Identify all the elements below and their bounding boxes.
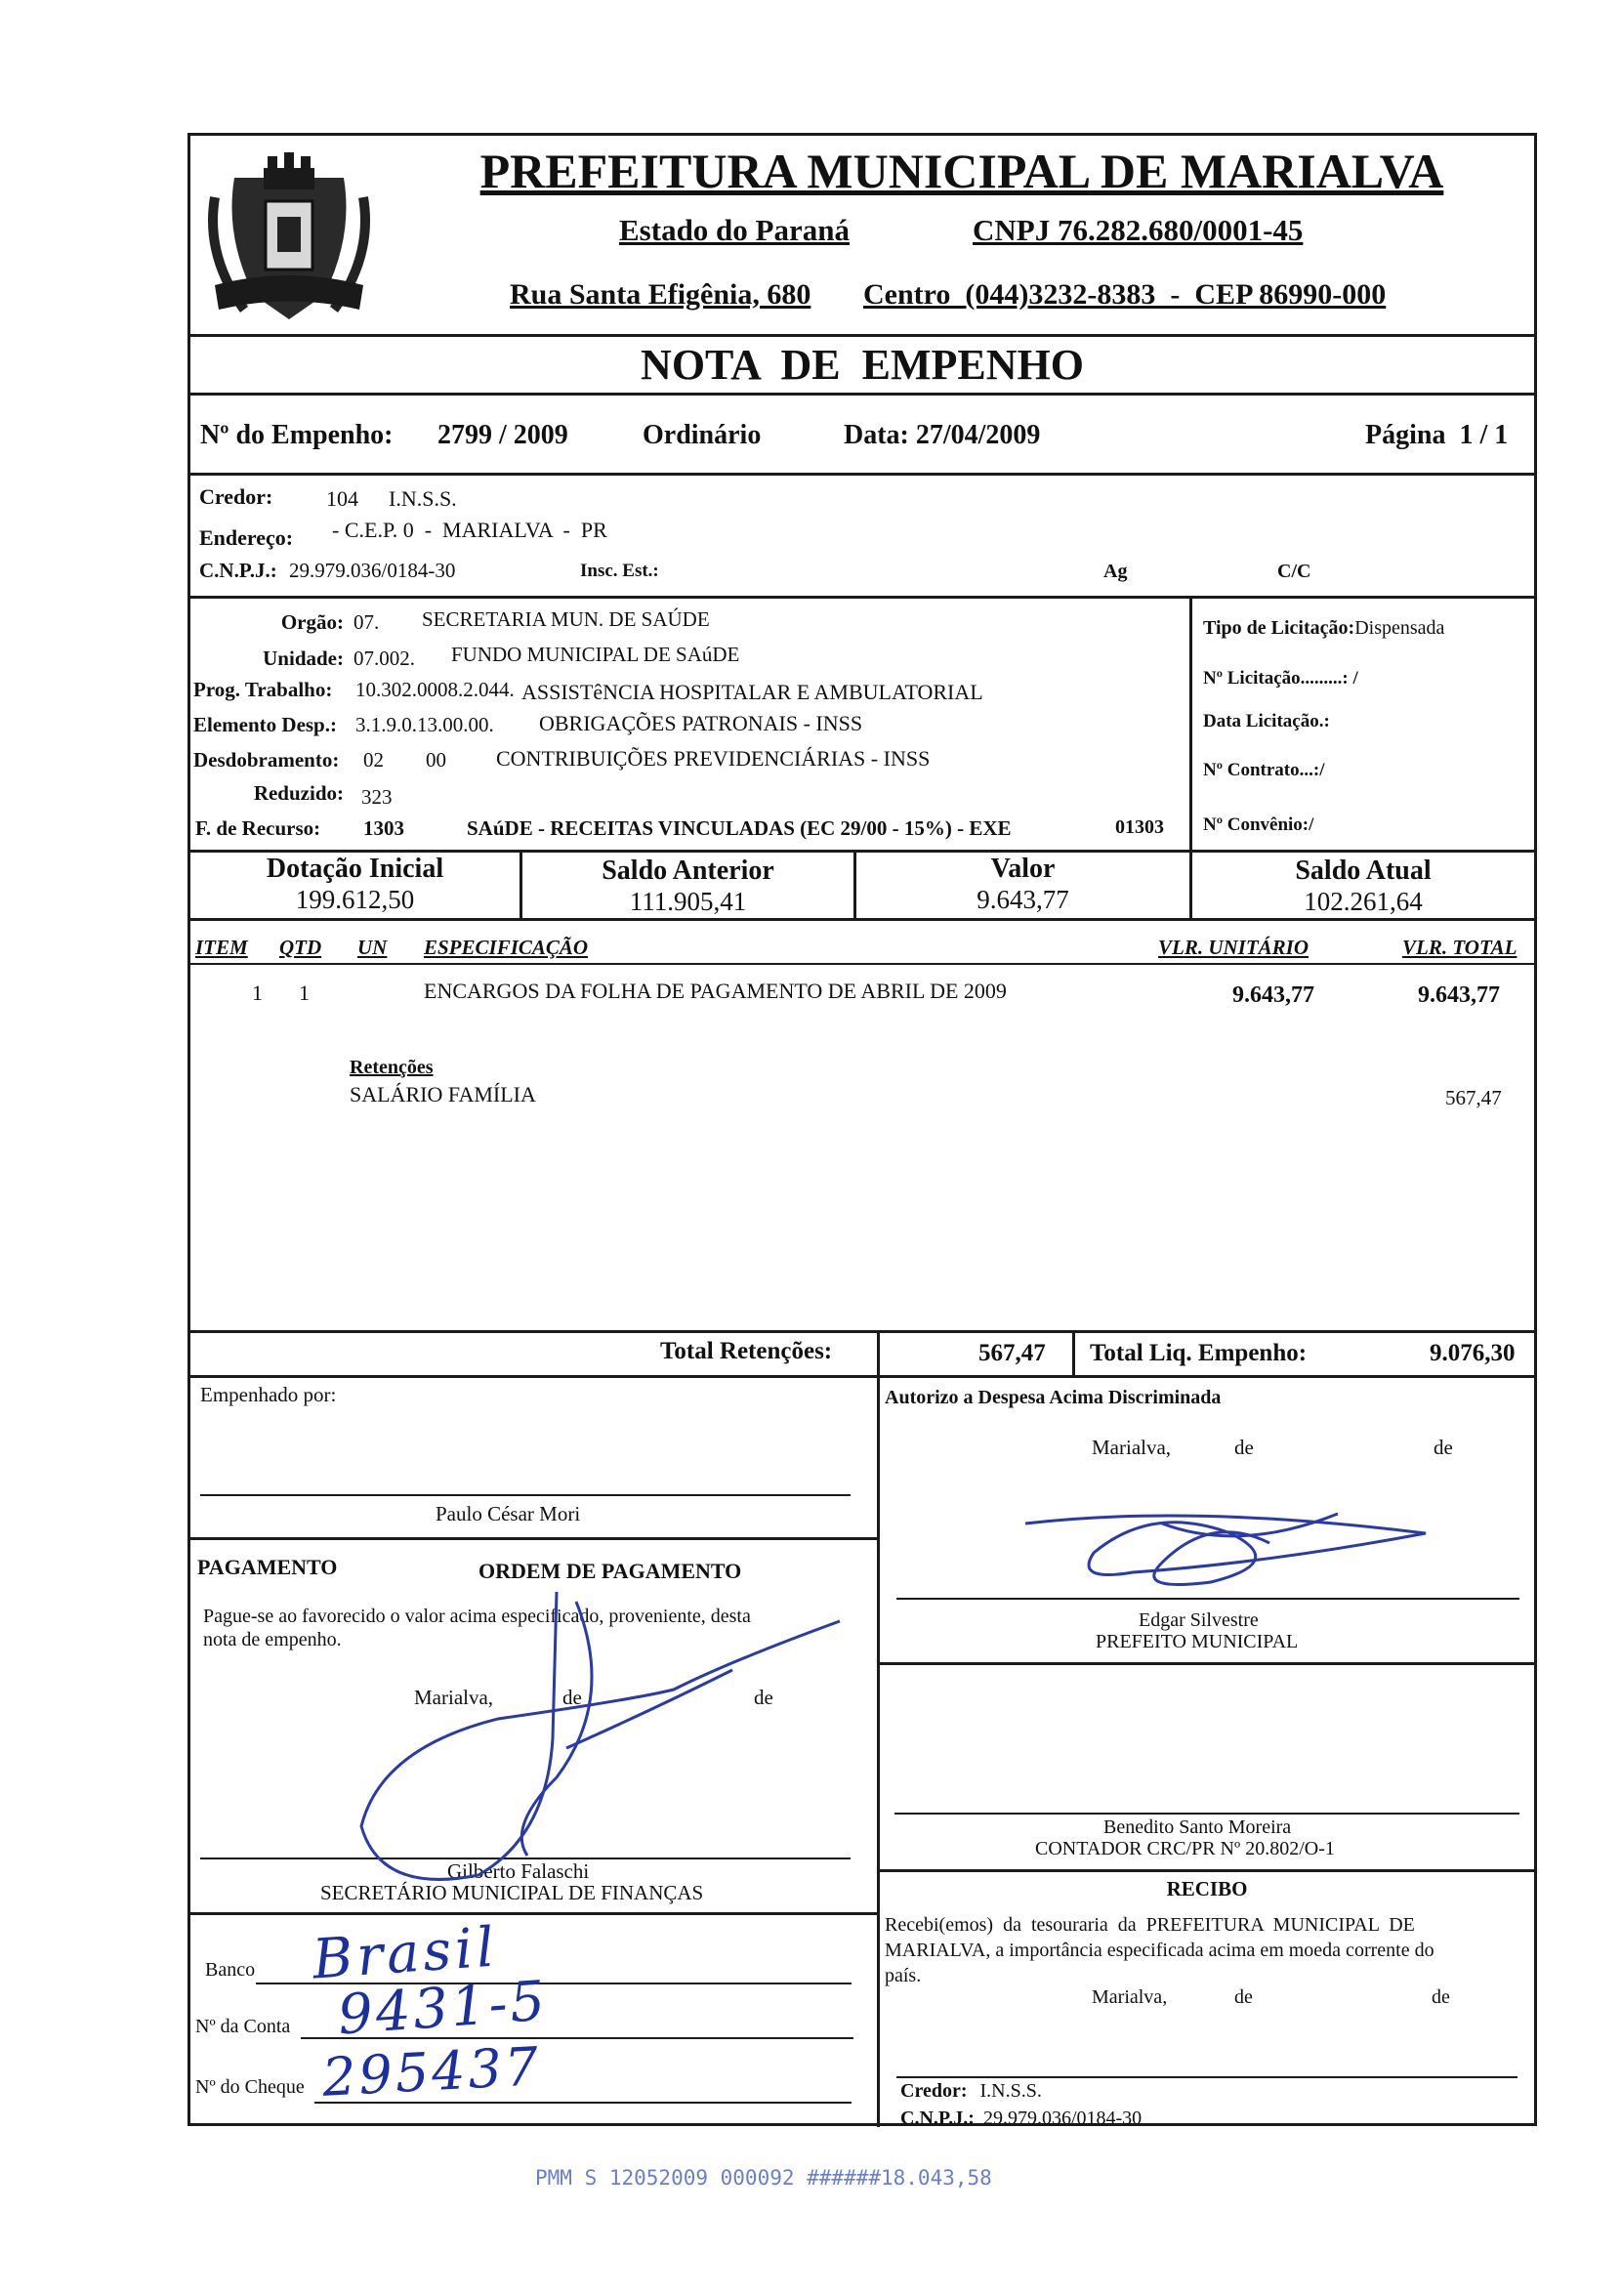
- empenho-number-label: Nº do Empenho:: [200, 420, 394, 450]
- item-unit: 9.643,77: [1232, 982, 1314, 1008]
- register-stamp: PMM S 12052009 000092 ######18.043,58: [535, 2166, 992, 2190]
- recibo-cnpj-label: C.N.P.J.:: [900, 2108, 975, 2129]
- reduzido-label: Reduzido:: [253, 781, 344, 805]
- col-item: ITEM: [195, 936, 248, 959]
- divider: [187, 473, 1537, 476]
- banco-value: Brasil: [310, 1915, 500, 1992]
- reduzido-value: 323: [361, 785, 393, 809]
- address-value: - C.E.P. 0 - MARIALVA - PR: [332, 518, 607, 542]
- prefeito-signature: [1016, 1494, 1465, 1611]
- item-qtd: 1: [299, 981, 310, 1005]
- item-total: 9.643,77: [1418, 982, 1500, 1008]
- orgao-name: SECRETARIA MUN. DE SAÚDE: [422, 607, 710, 631]
- valor-label: Valor: [990, 854, 1056, 884]
- recibo-credor-label: Credor:: [900, 2080, 968, 2102]
- divider: [877, 1330, 880, 1377]
- col-qtd: QTD: [279, 936, 322, 959]
- divider: [187, 334, 1537, 337]
- recibo-cnpj: [900, 2108, 1142, 2130]
- crest-icon: [195, 139, 383, 334]
- total-liq-value: 9.076,30: [1430, 1340, 1516, 1366]
- total-liq-label: Total Liq. Empenho:: [1090, 1340, 1308, 1366]
- divider: [877, 1662, 1537, 1665]
- recibo-credor: [900, 2080, 1042, 2103]
- secretario-name: Gilberto Falaschi: [447, 1859, 590, 1883]
- prog-name: ASSISTêNCIA HOSPITALAR E AMBULATORIAL: [521, 680, 983, 704]
- credor-name: I.N.S.S.: [389, 486, 457, 511]
- divider: [187, 1912, 877, 1915]
- prefeito-title: PREFEITO MUNICIPAL: [1096, 1631, 1299, 1652]
- retencoes-name: SALÁRIO FAMÍLIA: [350, 1082, 536, 1106]
- secretario-signature: [322, 1582, 869, 1895]
- empenho-type: Ordinário: [643, 420, 762, 450]
- prefeito-name: Edgar Silvestre: [1139, 1609, 1259, 1631]
- unidade-name: FUNDO MUNICIPAL DE SAúDE: [451, 643, 740, 666]
- elemento-code: 3.1.9.0.13.00.00.: [355, 713, 494, 736]
- recibo-de-1: de: [1234, 1986, 1253, 2008]
- cheque-value: 295437: [320, 2035, 543, 2108]
- doc-title: NOTA DE EMPENHO: [641, 341, 1084, 389]
- recibo-line-2: MARIALVA, a importância especificada acima em moeda corrente do: [885, 1940, 1434, 1961]
- col-total: VLR. TOTAL: [1402, 936, 1517, 959]
- divider: [187, 918, 1537, 921]
- header-street: Rua Santa Efigênia, 680: [510, 278, 811, 311]
- divider: [187, 1375, 1537, 1378]
- recurso-label: F. de Recurso:: [195, 816, 321, 840]
- licitacao-tipo-label: Tipo de Licitação:: [1203, 617, 1355, 639]
- divider: [187, 850, 1537, 853]
- dotacao-label: Dotação Inicial: [266, 854, 444, 884]
- desdob-a: 02: [363, 748, 384, 772]
- conta-label: Nº da Conta: [195, 2016, 291, 2037]
- anterior-label: Saldo Anterior: [602, 856, 774, 886]
- licitacao-data: Data Licitação.:: [1203, 711, 1330, 731]
- retencoes-value: 567,47: [1445, 1086, 1502, 1109]
- total-ret-label: Total Retenções:: [660, 1338, 833, 1364]
- recurso-name: SAúDE - RECEITAS VINCULADAS (EC 29/00 - 15%) - EXE: [467, 816, 1012, 840]
- signature-line: [896, 2076, 1517, 2078]
- ordem-title: ORDEM DE PAGAMENTO: [478, 1559, 742, 1583]
- autorizo-text: Autorizo a Despesa Acima Discriminada: [885, 1387, 1222, 1408]
- elemento-name: OBRIGAÇÕES PATRONAIS - INSS: [539, 711, 863, 735]
- divider: [187, 1537, 877, 1540]
- pague-line-2: nota de empenho.: [203, 1629, 342, 1650]
- licitacao-convenio: Nº Convênio:/: [1203, 814, 1314, 835]
- cc-label: C/C: [1277, 561, 1311, 582]
- divider: [877, 1375, 880, 2127]
- recibo-title: RECIBO: [1166, 1877, 1248, 1900]
- empenhado-name: Paulo César Mori: [436, 1502, 581, 1525]
- item-number: 1: [252, 981, 263, 1005]
- address-label: Endereço:: [199, 525, 294, 550]
- credor-label: Credor:: [199, 484, 273, 509]
- signature-line: [894, 1813, 1519, 1815]
- empenhado-label: Empenhado por:: [200, 1383, 337, 1406]
- dotacao-value: 199.612,50: [295, 885, 415, 914]
- ag-label: Ag: [1103, 561, 1128, 582]
- empenho-date: Data: 27/04/2009: [844, 420, 1041, 450]
- col-un: UN: [357, 936, 388, 959]
- licitacao-numero: Nº Licitação.........: /: [1203, 668, 1358, 689]
- autorizo-local: Marialva,: [1092, 1436, 1172, 1459]
- contador-name: Benedito Santo Moreira: [1103, 1816, 1292, 1838]
- col-unit: VLR. UNITÁRIO: [1158, 936, 1309, 959]
- orgao-label: Orgão:: [280, 610, 344, 634]
- col-spec: ESPECIFICAÇÃO: [424, 936, 589, 959]
- divider: [187, 963, 1537, 965]
- divider: [1189, 596, 1192, 853]
- header-address: Centro (044)3232-8383 - CEP 86990-000: [863, 278, 1387, 311]
- empenho-page: Página 1 / 1: [1365, 420, 1509, 450]
- header-state: Estado do Paraná: [619, 213, 850, 247]
- desdob-b: 00: [426, 748, 446, 772]
- elemento-label: Elemento Desp.:: [193, 713, 337, 736]
- valor-value: 9.643,77: [977, 885, 1069, 914]
- header-cnpj: CNPJ 76.282.680/0001-45: [973, 213, 1304, 247]
- recibo-line-3: país.: [885, 1965, 922, 1986]
- total-ret-value: 567,47: [978, 1340, 1046, 1366]
- autorizo-de-2: de: [1434, 1436, 1453, 1459]
- divider: [1072, 1330, 1075, 1377]
- pague-line-1: Pague-se ao favorecido o valor acima especificado, proveniente, desta: [203, 1606, 751, 1627]
- licitacao-tipo: [1203, 617, 1444, 640]
- recibo-cnpj-value: 29.979.036/0184-30: [982, 2108, 1143, 2129]
- desdob-label: Desdobramento:: [193, 748, 340, 772]
- contador-title: CONTADOR CRC/PR Nº 20.802/O-1: [1035, 1838, 1335, 1859]
- licitacao-contrato: Nº Contrato...:/: [1203, 760, 1325, 780]
- cnpj-label: C.N.P.J.:: [199, 559, 277, 582]
- recibo-line-1: Recebi(emos) da tesouraria da PREFEITURA MUNICIPAL DE: [885, 1914, 1415, 1936]
- retencoes-title: Retenções: [350, 1057, 434, 1078]
- divider: [877, 1869, 1537, 1872]
- signature-line: [200, 1494, 851, 1496]
- prog-label: Prog. Trabalho:: [193, 678, 333, 701]
- ordem-local: Marialva,: [414, 1686, 494, 1709]
- header-title: PREFEITURA MUNICIPAL DE MARIALVA: [479, 144, 1444, 198]
- autorizo-de-1: de: [1234, 1436, 1254, 1459]
- ordem-de-2: de: [754, 1686, 773, 1709]
- prog-code: 10.302.0008.2.044.: [355, 678, 515, 701]
- item-spec: ENCARGOS DA FOLHA DE PAGAMENTO DE ABRIL DE 2009: [424, 979, 1007, 1003]
- divider: [187, 596, 1537, 599]
- unidade-code: 07.002.: [353, 647, 415, 670]
- secretario-title: SECRETÁRIO MUNICIPAL DE FINANÇAS: [320, 1881, 704, 1904]
- recibo-de-2: de: [1432, 1986, 1450, 2008]
- credor-code: 104: [326, 486, 358, 511]
- crest-logo: [195, 139, 383, 334]
- insc-label: Insc. Est.:: [580, 561, 659, 581]
- recurso-ref: 01303: [1115, 816, 1164, 838]
- licitacao-tipo-value: Dispensada: [1354, 617, 1445, 639]
- pagamento-title: PAGAMENTO: [197, 1555, 338, 1579]
- cnpj-value: 29.979.036/0184-30: [289, 559, 456, 582]
- banco-label: Banco: [205, 1959, 256, 1981]
- orgao-code: 07.: [353, 610, 380, 634]
- atual-value: 102.261,64: [1304, 887, 1423, 916]
- atual-label: Saldo Atual: [1295, 856, 1432, 886]
- recibo-local: Marialva,: [1092, 1986, 1168, 2008]
- cheque-label: Nº do Cheque: [195, 2076, 305, 2098]
- ordem-de-1: de: [562, 1686, 582, 1709]
- unidade-label: Unidade:: [263, 647, 344, 670]
- divider: [187, 393, 1537, 396]
- anterior-value: 111.905,41: [629, 887, 747, 916]
- conta-value: 9431-5: [335, 1969, 551, 2048]
- recibo-credor-value: I.N.S.S.: [979, 2080, 1042, 2102]
- recurso-code: 1303: [363, 816, 404, 840]
- divider: [187, 1330, 1537, 1333]
- desdob-name: CONTRIBUIÇÕES PREVIDENCIÁRIAS - INSS: [496, 746, 931, 771]
- empenho-number: 2799 / 2009: [437, 420, 568, 450]
